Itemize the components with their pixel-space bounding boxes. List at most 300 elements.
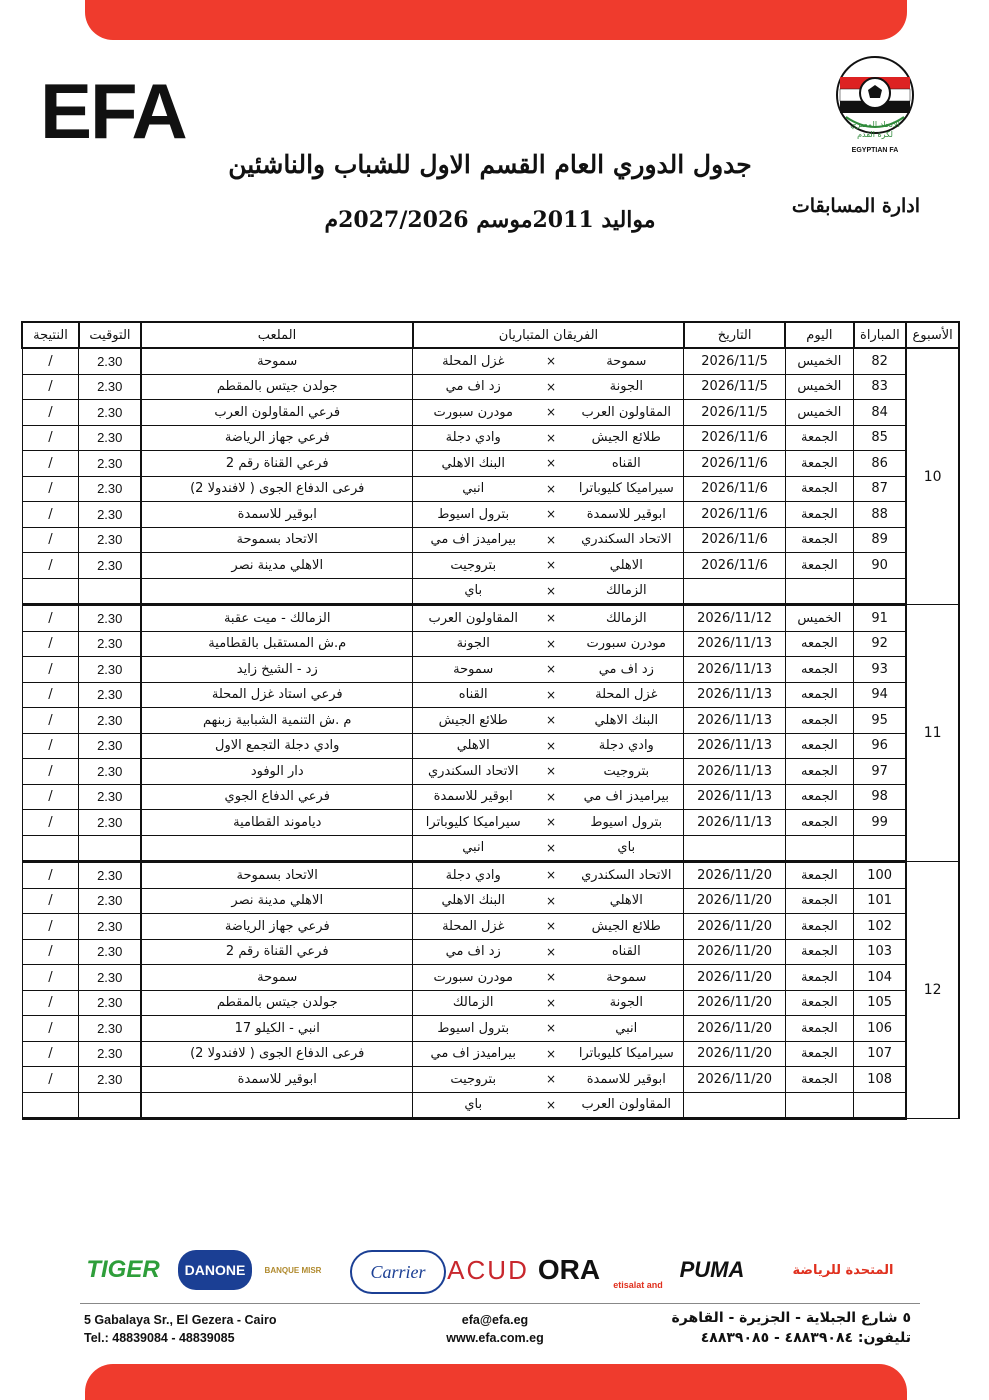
stadium-cell: الزمالك - ميت عقبة xyxy=(141,605,413,632)
vs-cell: × xyxy=(533,631,569,657)
home-team-cell: طلائع الجيش xyxy=(569,425,684,451)
home-team-cell: الاتحاد السكندري xyxy=(569,527,684,553)
sponsor-strip xyxy=(78,1240,918,1300)
table-row xyxy=(22,374,959,400)
day-cell: الجمعة xyxy=(785,1016,853,1042)
date-cell: 2026/11/20 xyxy=(684,939,785,965)
website-link[interactable]: www.efa.com.eg xyxy=(446,1331,544,1345)
table-row xyxy=(22,708,959,734)
sponsor-ora-logo: ORA xyxy=(537,1254,601,1285)
stadium-cell: جولدن جيتس بالمقطم xyxy=(141,990,413,1016)
day-cell: الجمعه xyxy=(785,759,853,785)
result-cell: / xyxy=(22,1041,79,1067)
date-cell: 2026/11/6 xyxy=(684,476,785,502)
stadium-cell: فرعي القناة رقم 2 xyxy=(141,939,413,965)
vs-cell: × xyxy=(533,759,569,785)
stadium-cell: فرعي استاد غزل المحلة xyxy=(141,682,413,708)
day-cell: الجمعة xyxy=(785,553,853,579)
day-cell: الجمعة xyxy=(785,502,853,528)
stadium-cell: فرعي المقاولون العرب xyxy=(141,400,413,426)
away-team-cell: غزل المحلة xyxy=(413,348,533,374)
match-number-cell: 97 xyxy=(854,759,907,785)
match-number-cell: 100 xyxy=(854,862,907,889)
time-cell xyxy=(79,1092,141,1119)
vs-cell: × xyxy=(533,914,569,940)
header-week: الأسبوع xyxy=(906,322,959,348)
away-team-cell: مودرن سبورت xyxy=(413,965,533,991)
match-number-cell: 99 xyxy=(854,810,907,836)
vs-cell: × xyxy=(533,990,569,1016)
match-number-cell: 91 xyxy=(854,605,907,632)
stadium-cell: فرعى الدفاع الجوى ( لافندولا 2) xyxy=(141,476,413,502)
away-team-cell: بترول اسيوط xyxy=(413,502,533,528)
stadium-cell: دار الوفود xyxy=(141,759,413,785)
sponsor-danone-logo: DANONE xyxy=(178,1250,252,1290)
date-cell: 2026/11/13 xyxy=(684,784,785,810)
date-cell: 2026/11/6 xyxy=(684,502,785,528)
table-row xyxy=(22,888,959,914)
result-cell: / xyxy=(22,990,79,1016)
result-cell: / xyxy=(22,810,79,836)
match-number-cell: 93 xyxy=(854,657,907,683)
vs-cell: × xyxy=(533,502,569,528)
sponsor-puma-logo: PUMA xyxy=(679,1257,745,1282)
vs-cell: × xyxy=(533,708,569,734)
result-cell: / xyxy=(22,939,79,965)
table-row xyxy=(22,605,959,632)
result-cell: / xyxy=(22,631,79,657)
time-cell: 2.30 xyxy=(79,657,141,683)
day-cell: الجمعه xyxy=(785,708,853,734)
stadium-cell: فرعى الدفاع الجوى ( لافندولا 2) xyxy=(141,1041,413,1067)
table-row xyxy=(22,965,959,991)
time-cell: 2.30 xyxy=(79,425,141,451)
stadium-cell: سموحة xyxy=(141,348,413,374)
home-team-cell: القناه xyxy=(569,451,684,477)
table-row xyxy=(22,759,959,785)
time-cell: 2.30 xyxy=(79,605,141,632)
away-team-cell: وادي دجلة xyxy=(413,862,533,889)
match-number-cell: 108 xyxy=(854,1067,907,1093)
match-number-cell: 107 xyxy=(854,1041,907,1067)
result-cell xyxy=(22,1092,79,1119)
stadium-cell: دياموند القطامية xyxy=(141,810,413,836)
home-team-cell: بترول اسيوط xyxy=(569,810,684,836)
stadium-cell: زد - الشيخ زايد xyxy=(141,657,413,683)
vs-cell: × xyxy=(533,527,569,553)
home-team-cell: زد اف مي xyxy=(569,657,684,683)
match-number-cell: 87 xyxy=(854,476,907,502)
result-cell xyxy=(22,578,79,605)
time-cell: 2.30 xyxy=(79,476,141,502)
date-cell xyxy=(684,835,785,862)
result-cell: / xyxy=(22,374,79,400)
table-header-row xyxy=(22,322,959,348)
date-cell: 2026/11/13 xyxy=(684,759,785,785)
stadium-cell: ابوقير للاسمدة xyxy=(141,502,413,528)
result-cell: / xyxy=(22,657,79,683)
home-team-cell: القناه xyxy=(569,939,684,965)
stadium-cell: وادي دجلة التجمع الاول xyxy=(141,733,413,759)
home-team-cell: المقاولون العرب xyxy=(569,1092,684,1119)
result-cell: / xyxy=(22,348,79,374)
week-cell: 12 xyxy=(906,862,959,1119)
match-number-cell: 85 xyxy=(854,425,907,451)
result-cell: / xyxy=(22,914,79,940)
svg-text:الاتحاد المصري: الاتحاد المصري xyxy=(850,120,900,129)
vs-cell: × xyxy=(533,1092,569,1119)
day-cell: الجمعة xyxy=(785,527,853,553)
result-cell: / xyxy=(22,1067,79,1093)
stadium-cell: فرعي جهاز الرياضة xyxy=(141,425,413,451)
day-cell: الجمعه xyxy=(785,631,853,657)
efa-logo: EFA xyxy=(40,67,186,155)
day-cell xyxy=(785,835,853,862)
sponsor-etisalat-logo: etisalat and xyxy=(613,1280,663,1290)
table-row xyxy=(22,914,959,940)
date-cell: 2026/11/13 xyxy=(684,733,785,759)
date-cell: 2026/11/20 xyxy=(684,990,785,1016)
time-cell: 2.30 xyxy=(79,1041,141,1067)
date-cell: 2026/11/13 xyxy=(684,810,785,836)
away-team-cell: البنك الاهلي xyxy=(413,451,533,477)
home-team-cell: الزمالك xyxy=(569,578,684,605)
stadium-cell: الاتحاد بسموحة xyxy=(141,862,413,889)
date-cell: 2026/11/6 xyxy=(684,425,785,451)
date-cell: 2026/11/20 xyxy=(684,862,785,889)
result-cell: / xyxy=(22,965,79,991)
home-team-cell: بيراميدز اف مي xyxy=(569,784,684,810)
address-ar-line: ٥ شارع الجبلاية - الجزيرة - القاهرة xyxy=(671,1310,911,1326)
sponsor-tiger-logo: TIGER xyxy=(86,1256,160,1283)
table-row xyxy=(22,451,959,477)
home-team-cell: باي xyxy=(569,835,684,862)
footer-divider xyxy=(80,1303,920,1304)
home-team-cell: غزل المحلة xyxy=(569,682,684,708)
stadium-cell: انبي - الكيلو 17 xyxy=(141,1016,413,1042)
home-team-cell: بتروجيت xyxy=(569,759,684,785)
stadium-cell: فرعي جهاز الرياضة xyxy=(141,914,413,940)
date-cell: 2026/11/20 xyxy=(684,965,785,991)
date-cell: 2026/11/6 xyxy=(684,527,785,553)
home-team-cell: الجونة xyxy=(569,374,684,400)
match-number-cell: 92 xyxy=(854,631,907,657)
result-cell: / xyxy=(22,682,79,708)
vs-cell: × xyxy=(533,605,569,632)
table-row xyxy=(22,657,959,683)
away-team-cell: انبي xyxy=(413,835,533,862)
day-cell: الجمعة xyxy=(785,990,853,1016)
time-cell: 2.30 xyxy=(79,451,141,477)
schedule-body xyxy=(22,348,959,1119)
day-cell: الخميس xyxy=(785,374,853,400)
day-cell: الجمعة xyxy=(785,862,853,889)
away-team-cell: بيراميدز اف مي xyxy=(413,527,533,553)
away-team-cell: وادي دجلة xyxy=(413,425,533,451)
away-team-cell: سموحة xyxy=(413,657,533,683)
table-row xyxy=(22,578,959,605)
header-stadium: الملعب xyxy=(141,322,413,348)
away-team-cell: الجونة xyxy=(413,631,533,657)
match-number-cell: 103 xyxy=(854,939,907,965)
result-cell xyxy=(22,835,79,862)
day-cell: الجمعة xyxy=(785,888,853,914)
vs-cell: × xyxy=(533,835,569,862)
result-cell: / xyxy=(22,400,79,426)
vs-cell: × xyxy=(533,374,569,400)
date-cell: 2026/11/12 xyxy=(684,605,785,632)
match-number-cell: 98 xyxy=(854,784,907,810)
date-cell: 2026/11/5 xyxy=(684,348,785,374)
date-cell: 2026/11/6 xyxy=(684,451,785,477)
table-row xyxy=(22,348,959,374)
table-row xyxy=(22,476,959,502)
vs-cell: × xyxy=(533,733,569,759)
table-row xyxy=(22,553,959,579)
away-team-cell: بتروجيت xyxy=(413,553,533,579)
home-team-cell: سيراميكا كليوباترا xyxy=(569,1041,684,1067)
result-cell: / xyxy=(22,502,79,528)
date-cell: 2026/11/13 xyxy=(684,682,785,708)
time-cell: 2.30 xyxy=(79,400,141,426)
time-cell: 2.30 xyxy=(79,1016,141,1042)
stadium-cell: فرعي الدفاع الجوي xyxy=(141,784,413,810)
stadium-cell: فرعي القناة رقم 2 xyxy=(141,451,413,477)
time-cell: 2.30 xyxy=(79,733,141,759)
result-cell: / xyxy=(22,784,79,810)
address-en-line: 5 Gabalaya Sr., El Gezera - Cairo xyxy=(84,1313,277,1327)
day-cell xyxy=(785,1092,853,1119)
vs-cell: × xyxy=(533,348,569,374)
day-cell: الجمعة xyxy=(785,451,853,477)
department-label: ادارة المسابقات xyxy=(791,195,920,217)
vs-cell: × xyxy=(533,965,569,991)
result-cell: / xyxy=(22,527,79,553)
away-team-cell: الاهلي xyxy=(413,733,533,759)
sponsor-acud-logo: ACUD xyxy=(447,1254,529,1285)
stadium-cell: جولدن جيتس بالمقطم xyxy=(141,374,413,400)
time-cell: 2.30 xyxy=(79,759,141,785)
time-cell: 2.30 xyxy=(79,527,141,553)
match-number-cell: 84 xyxy=(854,400,907,426)
home-team-cell: الاهلي xyxy=(569,888,684,914)
home-team-cell: المقاولون العرب xyxy=(569,400,684,426)
home-team-cell: سموحة xyxy=(569,965,684,991)
table-row xyxy=(22,733,959,759)
date-cell: 2026/11/20 xyxy=(684,1041,785,1067)
table-row xyxy=(22,502,959,528)
away-team-cell: بترول اسيوط xyxy=(413,1016,533,1042)
away-team-cell: البنك الاهلي xyxy=(413,888,533,914)
date-cell: 2026/11/5 xyxy=(684,374,785,400)
vs-cell: × xyxy=(533,476,569,502)
match-number-cell xyxy=(854,578,907,605)
table-row xyxy=(22,527,959,553)
day-cell: الخميس xyxy=(785,348,853,374)
day-cell: الجمعه xyxy=(785,657,853,683)
home-team-cell: الزمالك xyxy=(569,605,684,632)
table-row xyxy=(22,1067,959,1093)
vs-cell: × xyxy=(533,888,569,914)
result-cell: / xyxy=(22,553,79,579)
date-cell: 2026/11/20 xyxy=(684,888,785,914)
vs-cell: × xyxy=(533,553,569,579)
vs-cell: × xyxy=(533,939,569,965)
match-number-cell: 104 xyxy=(854,965,907,991)
away-team-cell: بيراميدز اف مي xyxy=(413,1041,533,1067)
svg-text:EGYPTIAN FA: EGYPTIAN FA xyxy=(851,147,899,154)
table-row xyxy=(22,835,959,862)
table-row xyxy=(22,810,959,836)
date-cell: 2026/11/20 xyxy=(684,914,785,940)
bottom-red-bar xyxy=(85,1364,907,1400)
time-cell: 2.30 xyxy=(79,810,141,836)
date-cell: 2026/11/20 xyxy=(684,1016,785,1042)
home-team-cell: ابوقير للاسمدة xyxy=(569,502,684,528)
email-link[interactable]: efa@efa.eg xyxy=(461,1313,529,1327)
vs-cell: × xyxy=(533,657,569,683)
table-row xyxy=(22,990,959,1016)
table-row xyxy=(22,400,959,426)
date-cell: 2026/11/6 xyxy=(684,553,785,579)
stadium-cell xyxy=(141,835,413,862)
match-number-cell: 101 xyxy=(854,888,907,914)
day-cell: الجمعة xyxy=(785,1041,853,1067)
day-cell: الجمعة xyxy=(785,1067,853,1093)
time-cell: 2.30 xyxy=(79,784,141,810)
home-team-cell: سيراميكا كليوباترا xyxy=(569,476,684,502)
result-cell: / xyxy=(22,451,79,477)
match-number-cell: 89 xyxy=(854,527,907,553)
time-cell: 2.30 xyxy=(79,888,141,914)
match-number-cell: 90 xyxy=(854,553,907,579)
day-cell: الجمعه xyxy=(785,810,853,836)
date-cell: 2026/11/20 xyxy=(684,1067,785,1093)
time-cell: 2.30 xyxy=(79,965,141,991)
time-cell: 2.30 xyxy=(79,1067,141,1093)
vs-cell: × xyxy=(533,1016,569,1042)
match-number-cell xyxy=(854,835,907,862)
time-cell: 2.30 xyxy=(79,914,141,940)
home-team-cell: وادي دجلة xyxy=(569,733,684,759)
away-team-cell: باي xyxy=(413,1092,533,1119)
home-team-cell: انبي xyxy=(569,1016,684,1042)
header-result: النتيجة xyxy=(22,322,79,348)
schedule-table xyxy=(21,321,960,1120)
match-number-cell: 105 xyxy=(854,990,907,1016)
header-teams: الفريقان المتباريان xyxy=(413,322,684,348)
day-cell: الجمعة xyxy=(785,476,853,502)
week-cell: 11 xyxy=(906,605,959,862)
match-number-cell: 86 xyxy=(854,451,907,477)
match-number-cell: 106 xyxy=(854,1016,907,1042)
result-cell: / xyxy=(22,759,79,785)
home-team-cell: مودرن سبورت xyxy=(569,631,684,657)
date-cell xyxy=(684,578,785,605)
day-cell xyxy=(785,578,853,605)
table-row xyxy=(22,862,959,889)
vs-cell: × xyxy=(533,578,569,605)
match-number-cell xyxy=(854,1092,907,1119)
footer-address-en xyxy=(84,1311,276,1347)
stadium-cell xyxy=(141,578,413,605)
sponsor-carrier-logo: Carrier xyxy=(350,1250,446,1294)
header-time: التوقيت xyxy=(79,322,141,348)
result-cell: / xyxy=(22,708,79,734)
time-cell: 2.30 xyxy=(79,682,141,708)
day-cell: الجمعة xyxy=(785,939,853,965)
day-cell: الجمعه xyxy=(785,733,853,759)
vs-cell: × xyxy=(533,400,569,426)
time-cell: 2.30 xyxy=(79,862,141,889)
time-cell: 2.30 xyxy=(79,631,141,657)
away-team-cell: الزمالك xyxy=(413,990,533,1016)
table-row xyxy=(22,939,959,965)
table-row xyxy=(22,1041,959,1067)
result-cell: / xyxy=(22,888,79,914)
match-number-cell: 102 xyxy=(854,914,907,940)
page-title: جدول الدوري العام القسم الاول للشباب والناشئين xyxy=(228,150,752,179)
sponsor-banque-misr-logo: BANQUE MISR xyxy=(264,1265,322,1275)
away-team-cell: بتروجيت xyxy=(413,1067,533,1093)
result-cell: / xyxy=(22,605,79,632)
day-cell: الجمعة xyxy=(785,914,853,940)
away-team-cell: ابوقير للاسمدة xyxy=(413,784,533,810)
day-cell: الخميس xyxy=(785,400,853,426)
vs-cell: × xyxy=(533,1041,569,1067)
vs-cell: × xyxy=(533,810,569,836)
table-row xyxy=(22,1092,959,1119)
table-row xyxy=(22,784,959,810)
away-team-cell: زد اف مي xyxy=(413,939,533,965)
match-number-cell: 82 xyxy=(854,348,907,374)
top-red-bar xyxy=(85,0,907,40)
home-team-cell: الجونة xyxy=(569,990,684,1016)
stadium-cell: سموحة xyxy=(141,965,413,991)
date-cell: 2026/11/13 xyxy=(684,657,785,683)
week-cell: 10 xyxy=(906,348,959,605)
away-team-cell: طلائع الجيش xyxy=(413,708,533,734)
match-number-cell: 96 xyxy=(854,733,907,759)
page-subtitle: مواليد 2011موسم 2027/2026م xyxy=(324,207,656,233)
table-row xyxy=(22,631,959,657)
footer-address-ar xyxy=(672,1308,911,1348)
result-cell: / xyxy=(22,425,79,451)
away-team-cell: مودرن سبورت xyxy=(413,400,533,426)
time-cell: 2.30 xyxy=(79,990,141,1016)
home-team-cell: سموحة xyxy=(569,348,684,374)
day-cell: الجمعه xyxy=(785,784,853,810)
time-cell: 2.30 xyxy=(79,939,141,965)
vs-cell: × xyxy=(533,451,569,477)
phone-en-line: Tel.: 48839084 - 48839085 xyxy=(84,1331,235,1345)
day-cell: الخميس xyxy=(785,605,853,632)
time-cell: 2.30 xyxy=(79,553,141,579)
away-team-cell: زد اف مي xyxy=(413,374,533,400)
result-cell: / xyxy=(22,1016,79,1042)
vs-cell: × xyxy=(533,1067,569,1093)
stadium-cell: ابوقير للاسمدة xyxy=(141,1067,413,1093)
vs-cell: × xyxy=(533,682,569,708)
home-team-cell: طلائع الجيش xyxy=(569,914,684,940)
time-cell: 2.30 xyxy=(79,708,141,734)
stadium-cell: الاهلي مدينة نصر xyxy=(141,888,413,914)
date-cell: 2026/11/13 xyxy=(684,708,785,734)
header-match: المباراة xyxy=(854,322,907,348)
time-cell: 2.30 xyxy=(79,502,141,528)
away-team-cell: غزل المحلة xyxy=(413,914,533,940)
svg-text:لكرة القدم: لكرة القدم xyxy=(857,130,893,139)
